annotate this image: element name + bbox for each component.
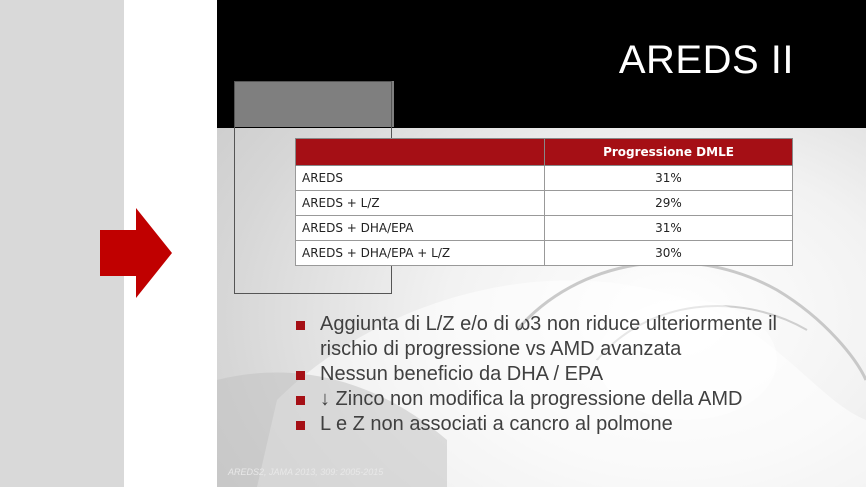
- table-row: [296, 216, 793, 241]
- row-value: 29%: [545, 191, 793, 216]
- bullet-item: [296, 312, 836, 362]
- square-bullet-icon: [296, 396, 305, 405]
- row-label: AREDS: [296, 166, 545, 191]
- row-value: 31%: [545, 216, 793, 241]
- square-bullet-icon: [296, 321, 305, 330]
- row-label: AREDS + DHA/EPA + L/Z: [296, 241, 545, 266]
- square-bullet-icon: [296, 371, 305, 380]
- row-value: 30%: [545, 241, 793, 266]
- bullet-list: [296, 312, 836, 437]
- bullet-text: ↓ Zinco non modifica la progressione della AMD: [320, 388, 743, 410]
- table-row: [296, 191, 793, 216]
- right-arrow-icon: [100, 208, 172, 298]
- row-label: AREDS + L/Z: [296, 191, 545, 216]
- square-bullet-icon: [296, 421, 305, 430]
- row-label: AREDS + DHA/EPA: [296, 216, 545, 241]
- table-header-label: [296, 139, 545, 166]
- bullet-item: [296, 412, 836, 437]
- citation-footer: AREDS2, JAMA 2013, 309: 2005-2015: [228, 467, 384, 477]
- table-row: [296, 166, 793, 191]
- bullet-item: [296, 387, 836, 412]
- table-header-progression: Progressione DMLE: [545, 139, 793, 166]
- table-header-row: [296, 139, 793, 166]
- bullet-text: L e Z non associati a cancro al polmone: [320, 413, 673, 435]
- bullet-item: [296, 362, 836, 387]
- results-table: [295, 138, 793, 266]
- bullet-text: Nessun beneficio da DHA / EPA: [320, 363, 604, 385]
- table-row: [296, 241, 793, 266]
- row-value: 31%: [545, 166, 793, 191]
- slide-title: AREDS II: [618, 38, 794, 82]
- bullet-text: Aggiunta di L/Z e/o di ω3 non riduce ulteriormente il rischio di progressione vs AMD avanzata: [320, 313, 777, 360]
